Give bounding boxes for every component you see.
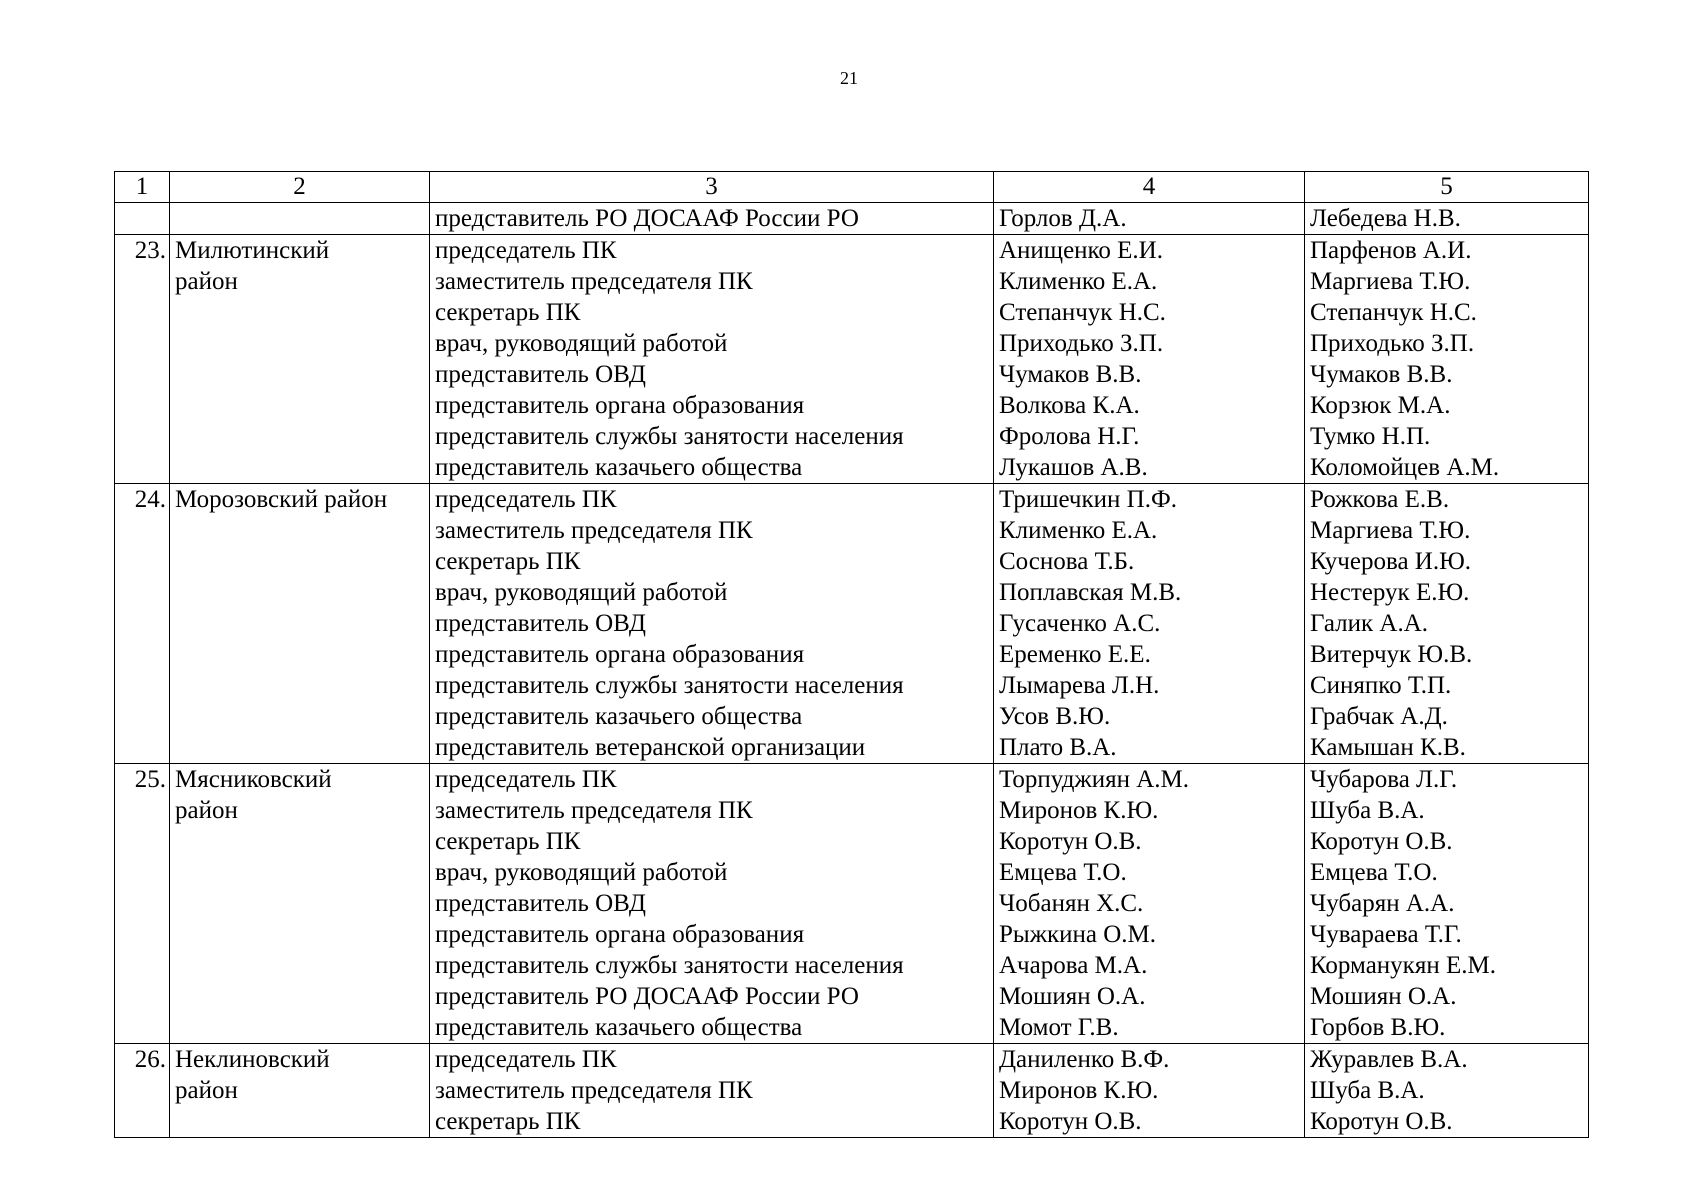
- table-body: [115, 203, 1589, 1138]
- reserve-name: Грабчак А.Д.: [1310, 703, 1448, 730]
- row-number: [115, 203, 170, 235]
- role-line: представитель РО ДОСААФ России РО: [435, 205, 859, 232]
- role-cell: [430, 764, 994, 1044]
- page-number: 21: [840, 68, 858, 88]
- reserve-name: Тумко Н.П.: [1310, 423, 1431, 450]
- reserve-name: Корзюк М.А.: [1310, 392, 1451, 419]
- role-line: представитель службы занятости населения: [435, 672, 904, 699]
- role-line: заместитель председателя ПК: [435, 517, 753, 544]
- role-line: секретарь ПК: [435, 548, 581, 575]
- member-name: Клименко Е.А.: [999, 517, 1158, 544]
- row-number: 23.: [115, 235, 170, 484]
- row-number: 26.: [115, 1044, 170, 1138]
- member-name: Мошиян О.А.: [999, 983, 1146, 1010]
- row-number: 25.: [115, 764, 170, 1044]
- table-header: [115, 172, 1589, 203]
- table-row: [115, 764, 1589, 1044]
- role-line: заместитель председателя ПК: [435, 1077, 753, 1104]
- member-name: Рыжкина О.М.: [999, 921, 1157, 948]
- role-line: представитель органа образования: [435, 921, 805, 948]
- member-name: Еременко Е.Е.: [999, 641, 1151, 668]
- district-name: Милютинский район: [170, 235, 430, 484]
- role-line: председатель ПК: [435, 237, 617, 264]
- member-name: Чобанян Х.С.: [999, 890, 1144, 917]
- reserve-name: Шуба В.А.: [1310, 797, 1425, 824]
- header-cell-5: 5: [1305, 172, 1589, 203]
- header-cell-3: 3: [430, 172, 994, 203]
- member-name: Миронов К.Ю.: [999, 797, 1159, 824]
- reserve-name: Коротун О.В.: [1310, 828, 1453, 855]
- reserve-name: Витерчук Ю.В.: [1310, 641, 1473, 668]
- member-name: Степанчук Н.С.: [999, 299, 1166, 326]
- reserve-name: Рожкова Е.В.: [1310, 486, 1450, 513]
- member-name: Емцева Т.О.: [999, 859, 1127, 886]
- district-name: Мясниковский район: [170, 764, 430, 1044]
- member-name: Момот Г.В.: [999, 1014, 1119, 1041]
- role-line: представитель казачьего общества: [435, 454, 803, 481]
- role-line: секретарь ПК: [435, 299, 581, 326]
- header-cell-2: 2: [170, 172, 430, 203]
- reserve-name: Степанчук Н.С.: [1310, 299, 1477, 326]
- reserve-name: Чувараева Т.Г.: [1310, 921, 1462, 948]
- commission-table: [114, 171, 1589, 1138]
- role-line: представитель ОВД: [435, 361, 646, 388]
- member-name: Коротун О.В.: [999, 828, 1142, 855]
- reserve-cell: [1305, 235, 1589, 484]
- reserve-cell: [1305, 1044, 1589, 1138]
- member-name: Поплавская М.В.: [999, 579, 1182, 606]
- district-name: Морозовский район: [170, 484, 430, 764]
- reserve-name: Мошиян О.А.: [1310, 983, 1457, 1010]
- reserve-name: Журавлев В.А.: [1310, 1046, 1468, 1073]
- member-name: Волкова К.А.: [999, 392, 1140, 419]
- member-name: Лымарева Л.Н.: [999, 672, 1160, 699]
- header-row: [115, 172, 1589, 203]
- reserve-name: Емцева Т.О.: [1310, 859, 1438, 886]
- role-cell: [430, 484, 994, 764]
- role-line: представитель службы занятости населения: [435, 952, 904, 979]
- member-cell: [994, 203, 1305, 235]
- reserve-name: Чубарян А.А.: [1310, 890, 1455, 917]
- member-name: Чумаков В.В.: [999, 361, 1142, 388]
- reserve-cell: [1305, 764, 1589, 1044]
- role-line: представитель ветеранской организации: [435, 734, 866, 761]
- reserve-name: Приходько З.П.: [1310, 330, 1475, 357]
- role-cell: [430, 1044, 994, 1138]
- reserve-name: Маргиева Т.Ю.: [1310, 517, 1471, 544]
- role-line: секретарь ПК: [435, 1108, 581, 1135]
- member-name: Соснова Т.Б.: [999, 548, 1135, 575]
- reserve-cell: [1305, 203, 1589, 235]
- member-name: Лукашов А.В.: [999, 454, 1148, 481]
- reserve-name: Галик А.А.: [1310, 610, 1429, 637]
- role-line: представитель службы занятости населения: [435, 423, 904, 450]
- role-line: представитель органа образования: [435, 392, 805, 419]
- role-line: врач, руководящий работой: [435, 859, 728, 886]
- reserve-name: Чубарова Л.Г.: [1310, 766, 1458, 793]
- member-name: Коротун О.В.: [999, 1108, 1142, 1135]
- row-number: 24.: [115, 484, 170, 764]
- member-name: Усов В.Ю.: [999, 703, 1111, 730]
- role-line: представитель казачьего общества: [435, 1014, 803, 1041]
- member-name: Приходько З.П.: [999, 330, 1164, 357]
- role-line: представитель органа образования: [435, 641, 805, 668]
- member-cell: [994, 235, 1305, 484]
- member-name: Даниленко В.Ф.: [999, 1046, 1170, 1073]
- member-name: Клименко Е.А.: [999, 268, 1158, 295]
- reserve-name: Нестерук Е.Ю.: [1310, 579, 1470, 606]
- reserve-name: Маргиева Т.Ю.: [1310, 268, 1471, 295]
- role-line: заместитель председателя ПК: [435, 268, 753, 295]
- member-name: Торпуджиян А.М.: [999, 766, 1189, 793]
- member-name: Тришечкин П.Ф.: [999, 486, 1177, 513]
- reserve-name: Камышан К.В.: [1310, 734, 1466, 761]
- reserve-name: Кучерова И.Ю.: [1310, 548, 1472, 575]
- table-row: [115, 203, 1589, 235]
- member-name: Плато В.А.: [999, 734, 1117, 761]
- member-name: Анищенко Е.И.: [999, 237, 1163, 264]
- reserve-name: Чумаков В.В.: [1310, 361, 1453, 388]
- role-line: представитель РО ДОСААФ России РО: [435, 983, 859, 1010]
- table-row: [115, 235, 1589, 484]
- reserve-name: Лебедева Н.В.: [1310, 205, 1461, 232]
- role-line: врач, руководящий работой: [435, 330, 728, 357]
- member-name: Горлов Д.А.: [999, 205, 1127, 232]
- role-line: врач, руководящий работой: [435, 579, 728, 606]
- member-cell: [994, 1044, 1305, 1138]
- role-line: председатель ПК: [435, 1046, 617, 1073]
- reserve-name: Парфенов А.И.: [1310, 237, 1472, 264]
- header-cell-4: 4: [994, 172, 1305, 203]
- header-cell-1: 1: [115, 172, 170, 203]
- role-cell: [430, 203, 994, 235]
- role-line: заместитель председателя ПК: [435, 797, 753, 824]
- role-line: секретарь ПК: [435, 828, 581, 855]
- role-line: представитель ОВД: [435, 610, 646, 637]
- member-name: Гусаченко А.С.: [999, 610, 1161, 637]
- member-name: Миронов К.Ю.: [999, 1077, 1159, 1104]
- member-cell: [994, 484, 1305, 764]
- member-name: Фролова Н.Г.: [999, 423, 1140, 450]
- member-name: Ачарова М.А.: [999, 952, 1148, 979]
- member-cell: [994, 764, 1305, 1044]
- role-line: председатель ПК: [435, 766, 617, 793]
- district-name: [170, 203, 430, 235]
- reserve-name: Коломойцев А.М.: [1310, 454, 1500, 481]
- reserve-cell: [1305, 484, 1589, 764]
- role-line: председатель ПК: [435, 486, 617, 513]
- reserve-name: Синяпко Т.П.: [1310, 672, 1452, 699]
- reserve-name: Корманукян Е.М.: [1310, 952, 1496, 979]
- role-cell: [430, 235, 994, 484]
- role-line: представитель ОВД: [435, 890, 646, 917]
- reserve-name: Горбов В.Ю.: [1310, 1014, 1446, 1041]
- table-row: [115, 1044, 1589, 1138]
- table-row: [115, 484, 1589, 764]
- role-line: представитель казачьего общества: [435, 703, 803, 730]
- reserve-name: Коротун О.В.: [1310, 1108, 1453, 1135]
- district-name: Неклиновский район: [170, 1044, 430, 1138]
- reserve-name: Шуба В.А.: [1310, 1077, 1425, 1104]
